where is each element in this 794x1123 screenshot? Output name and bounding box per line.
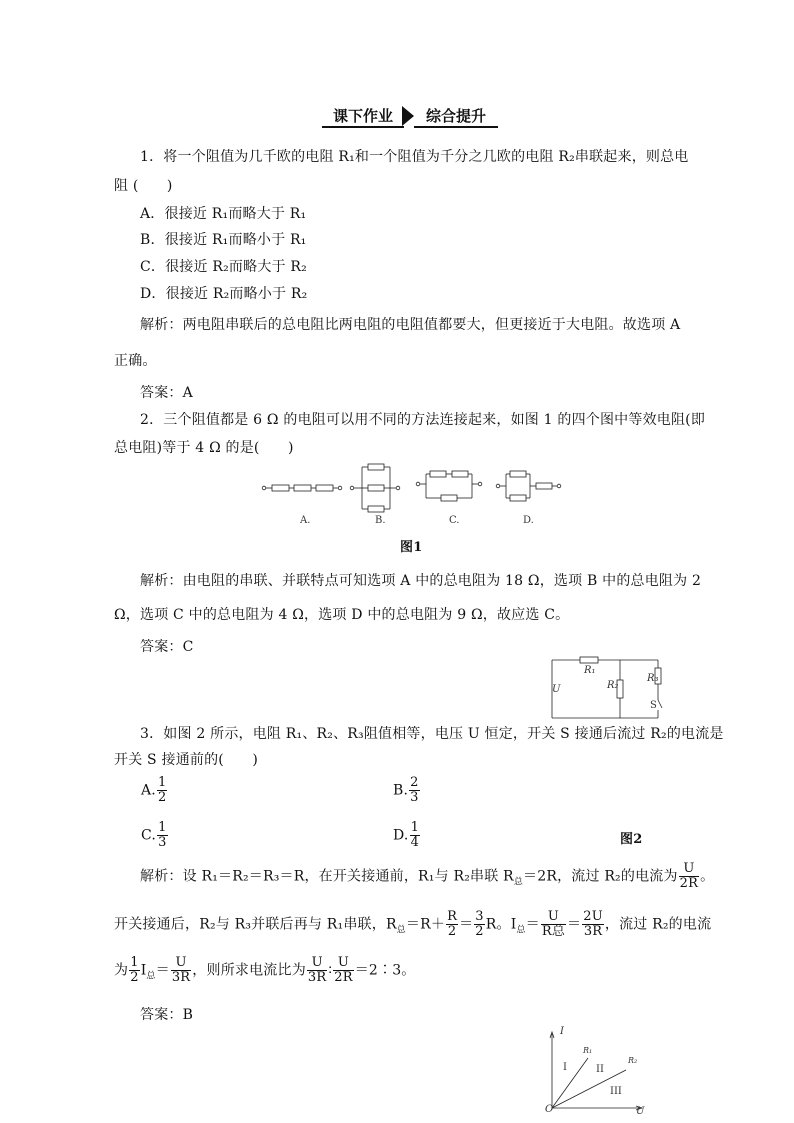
header-arrow-icon (402, 106, 414, 126)
fig2-label-r2: R₂ (607, 680, 619, 691)
fig3-zone-1: I (563, 1062, 567, 1073)
fig2-label-r1: R₁ (584, 665, 596, 676)
fig3-zone-2: II (596, 1064, 604, 1075)
header-left: 课下作业 (322, 106, 404, 128)
fig1-label-a: A. (300, 515, 311, 526)
fig2-label-u: U (552, 684, 561, 695)
q3-analysis-line2: 开关接通后，R₂与 R₃并联后再与 R₁串联，$R_总=R+$ $\frac{R}{2}$ ＝ $\frac{3}{2}$ R。$I_总=$ $\frac{U}{\text{R总}}$ ＝ $\frac{2U}{3R}$ ，流过 R₂的电流 (114, 909, 712, 939)
q2-analysis-line1: 解析：由电阻的串联、并联特点可知选项 A 中的总电阻为 18 Ω，选项 B 中的总电阻为 2 (140, 573, 702, 589)
fig3-line-r1: R₁ (583, 1046, 593, 1055)
q3-option-d: D. $\frac{1}{4}$ (393, 820, 420, 850)
q1-stem-line1: 1．将一个阻值为几千欧的电阻 R₁和一个阻值为千分之几欧的电阻 R₂串联起来，则总电 (140, 149, 689, 165)
fig2-caption: 图2 (620, 832, 643, 847)
figure3-iu-graph (540, 1028, 650, 1118)
q3-stem-line1: 3．如图 2 所示，电阻 R₁、R₂、R₃阻值相等，电压 U 恒定，开关 S 接通后流过 R₂的电流是 (140, 726, 724, 742)
q2-stem-line1: 2．三个阻值都是 6 Ω 的电阻可以用不同的方法连接起来，如图 1 的四个图中等效电阻(即 (140, 412, 706, 428)
q3-analysis-line1: 解析：设 R₁＝R₂＝R₃＝R，在开关接通前，R₁与 R₂串联 $R_总=2R$，流过 R₂的电流为 $\frac{U}{2R}$ 。 (140, 861, 715, 891)
q1-option-b: B．很接近 R₁而略小于 R₁ (140, 232, 307, 248)
fig3-axis-i: I (560, 1026, 564, 1037)
header-right: 综合提升 (414, 106, 498, 128)
q2-analysis-line2: Ω，选项 C 中的总电阻为 4 Ω，选项 D 中的总电阻为 9 Ω，故应选 C。 (114, 607, 570, 623)
q1-answer: 答案：A (140, 385, 193, 401)
q3-option-c: C. $\frac{1}{3}$ (141, 820, 167, 850)
fig2-label-s: S (650, 700, 657, 711)
fig2-label-r3: R₃ (647, 673, 659, 684)
q1-analysis-line1: 解析：两电阻串联后的总电阻比两电阻的电阻值都要大，但更接近于大电阻。故选项 A (140, 317, 681, 333)
q1-option-c: C．很接近 R₂而略大于 R₂ (140, 259, 307, 275)
q3-analysis-line3: 为 $\frac{1}{2}$ $I_总=$ $\frac{U}{3R}$ ，则所求电流比为 $\frac{U}{3R}$ ∶ $\frac{U}{2R}$ ＝2∶3。 (114, 955, 416, 985)
q2-answer: 答案：C (140, 639, 194, 655)
section-header (322, 106, 498, 128)
q3-answer: 答案：B (140, 1007, 194, 1023)
fig3-zone-3: III (610, 1086, 622, 1097)
q1-option-d: D．很接近 R₂而略小于 R₂ (140, 286, 308, 302)
fig3-origin: O (545, 1104, 554, 1115)
q3-option-a: A. $\frac{1}{2}$ (141, 775, 167, 805)
q1-option-a: A．很接近 R₁而略大于 R₁ (140, 206, 307, 222)
q3-stem-line2: 开关 S 接通前的( ) (114, 752, 259, 768)
q2-stem-line2: 总电阻)等于 4 Ω 的是( ) (114, 440, 294, 456)
fig1-caption: 图1 (400, 540, 423, 555)
q1-analysis-line2: 正确。 (114, 353, 157, 369)
fig1-label-d: D. (523, 515, 534, 526)
fig3-line-r2: R₂ (628, 1056, 638, 1065)
fig3-axis-u: U (636, 1106, 645, 1117)
q1-stem-line2: 阻 ( ) (114, 178, 173, 194)
q3-option-b: B. $\frac{2}{3}$ (393, 775, 419, 805)
fig1-label-b: B. (375, 515, 386, 526)
fig1-label-c: C. (449, 515, 460, 526)
